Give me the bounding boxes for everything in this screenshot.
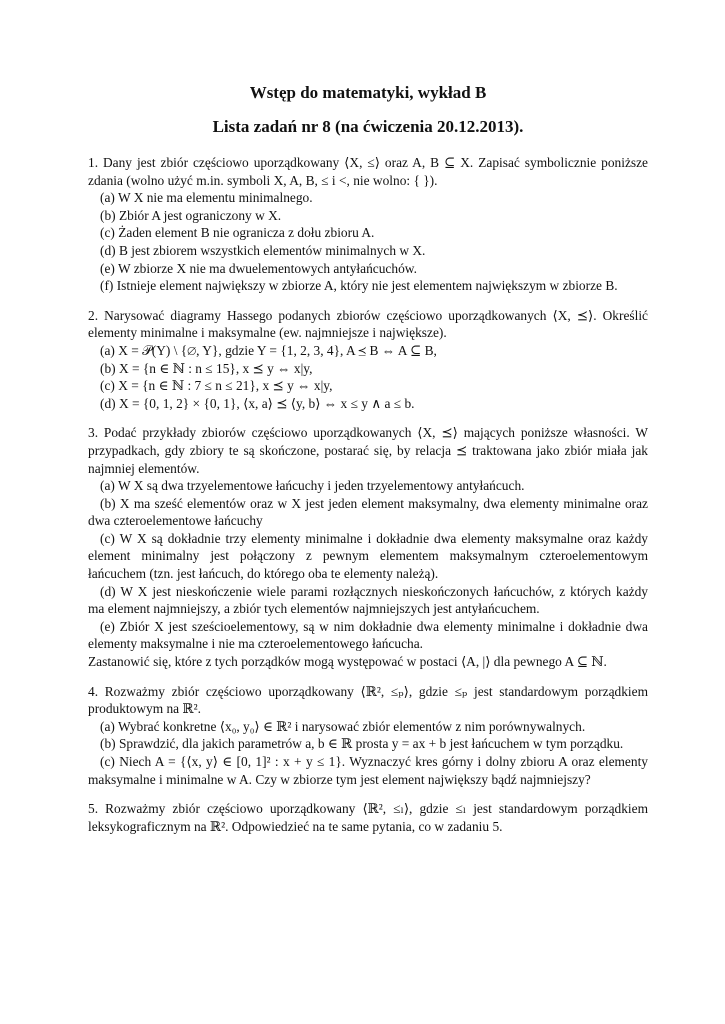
document-title: Wstęp do matematyki, wykład B [249, 83, 487, 102]
problem-item: (c) X = {n ∈ ℕ : 7 ≤ n ≤ 21}, x ⪯ y ⇔ x|y, [100, 378, 333, 394]
problem-item: (e) W zbiorze X nie ma dwuelementowych antyłańcuchów. [100, 260, 417, 276]
document-page [88, 82, 648, 847]
problem-item: (c) W X są dokładnie trzy elementy minimalne i dokładnie dwa elementy maksymalne oraz każdy element minimalny jest połączony z pewnym elementem maksymalnym czteroelementowym łańcuchem (tzn. jest łańcuch, do którego oba te elementy należą). [88, 530, 648, 582]
problem-item: (b) Sprawdzić, dla jakich parametrów a, b ∈ ℝ prosta y = ax + b jest łańcuchem w tym porządku. [100, 736, 624, 752]
problem-item: (a) Wybrać konkretne ⟨x₀, y₀⟩ ∈ ℝ² i narysować zbiór elementów z nim porównywalnych. [100, 718, 586, 734]
problem-intro: 2. Narysować diagramy Hassego podanych zbiorów częściowo uporządkowanych ⟨X, ⪯⟩. Określić elementy minimalne i maksymalne (ew. najmniejsze i największe). [88, 307, 648, 341]
problem-item: (e) Zbiór X jest sześcioelementowy, są w nim dokładnie dwa elementy minimalne i dokładnie dwa elementy maksymalne i nie ma czteroelementowego łańcucha. [88, 618, 648, 652]
problem-3 [88, 424, 648, 670]
problem-outro: Zastanowić się, które z tych porządków mogą występować w postaci ⟨A, |⟩ dla pewnego A ⊆ ℕ. [88, 654, 607, 670]
problem-item: (a) W X nie ma elementu minimalnego. [100, 190, 313, 206]
problem-item: (d) B jest zbiorem wszystkich elementów minimalnych w X. [100, 242, 426, 258]
problem-item: (c) Żaden element B nie ogranicza z dołu zbioru A. [100, 225, 375, 241]
document-subtitle: Lista zadań nr 8 (na ćwiczenia 20.12.2013). [212, 117, 524, 136]
problem-5 [88, 800, 648, 835]
problem-intro: 4. Rozważmy zbiór częściowo uporządkowany ⟨ℝ², ≤ₚ⟩, gdzie ≤ₚ jest standardowym porządkiem produktowym na ℝ². [88, 683, 648, 717]
problem-item: (f) Istnieje element największy w zbiorze A, który nie jest elementem największym w zbiorze B. [100, 278, 618, 294]
problem-intro: 1. Dany jest zbiór częściowo uporządkowany ⟨X, ≤⟩ oraz A, B ⊆ X. Zapisać symbolicznie poniższe zdania (wolno użyć m.in. symboli X, A, B, ≤ i <, nie wolno: { }). [88, 155, 648, 188]
problem-item: (b) X ma sześć elementów oraz w X jest jeden element maksymalny, dwa elementy minimalne oraz dwa czteroelementowe łańcuchy [88, 495, 648, 529]
problem-4 [88, 683, 648, 789]
problem-item: (b) Zbiór A jest ograniczony w X. [100, 207, 282, 223]
problem-item: (c) Niech A = {⟨x, y⟩ ∈ [0, 1]² : x + y ≤ 1}. Wyznaczyć kres górny i dolny zbioru A oraz elementy maksymalne i minimalne w A. Czy w zbiorze tym jest element największy bądź najmniejszy? [88, 754, 648, 787]
problem-intro: 3. Podać przykłady zbiorów częściowo uporządkowanych ⟨X, ⪯⟩ mających poniższe własności. W przypadkach, gdy zbiory te są skończone, postarać się, by relacja ⪯ traktowana jako zbiór miała jak najmniej elementów. [88, 425, 648, 476]
problem-item: (d) X = {0, 1, 2} × {0, 1}, ⟨x, a⟩ ⪯ ⟨y, b⟩ ⇔ x ≤ y ∧ a ≤ b. [100, 395, 415, 411]
problem-item: (a) W X są dwa trzyelementowe łańcuchy i jeden trzyelementowy antyłańcuch. [100, 478, 525, 494]
problem-item: (a) X = 𝒫(Y) \ {∅, Y}, gdzie Y = {1, 2, 3, 4}, A ⪯ B ⇔ A ⊆ B, [100, 342, 437, 358]
problem-item: (b) X = {n ∈ ℕ : n ≤ 15}, x ⪯ y ⇔ x|y, [100, 360, 313, 376]
problem-intro: 5. Rozważmy zbiór częściowo uporządkowany ⟨ℝ², ≤ₗ⟩, gdzie ≤ₗ jest standardowym porządkiem leksykograficznym na ℝ². Odpowiedzieć na te same pytania, co w zadaniu 5. [88, 801, 648, 834]
problem-2 [88, 307, 648, 413]
problem-item: (d) W X jest nieskończenie wiele parami rozłącznych nieskończonych łańcuchów, z których każdy ma element najmniejszy, a zbiór tych elementów najmniejszych jest antyłańcuchem. [88, 583, 648, 617]
problem-1 [88, 154, 648, 295]
